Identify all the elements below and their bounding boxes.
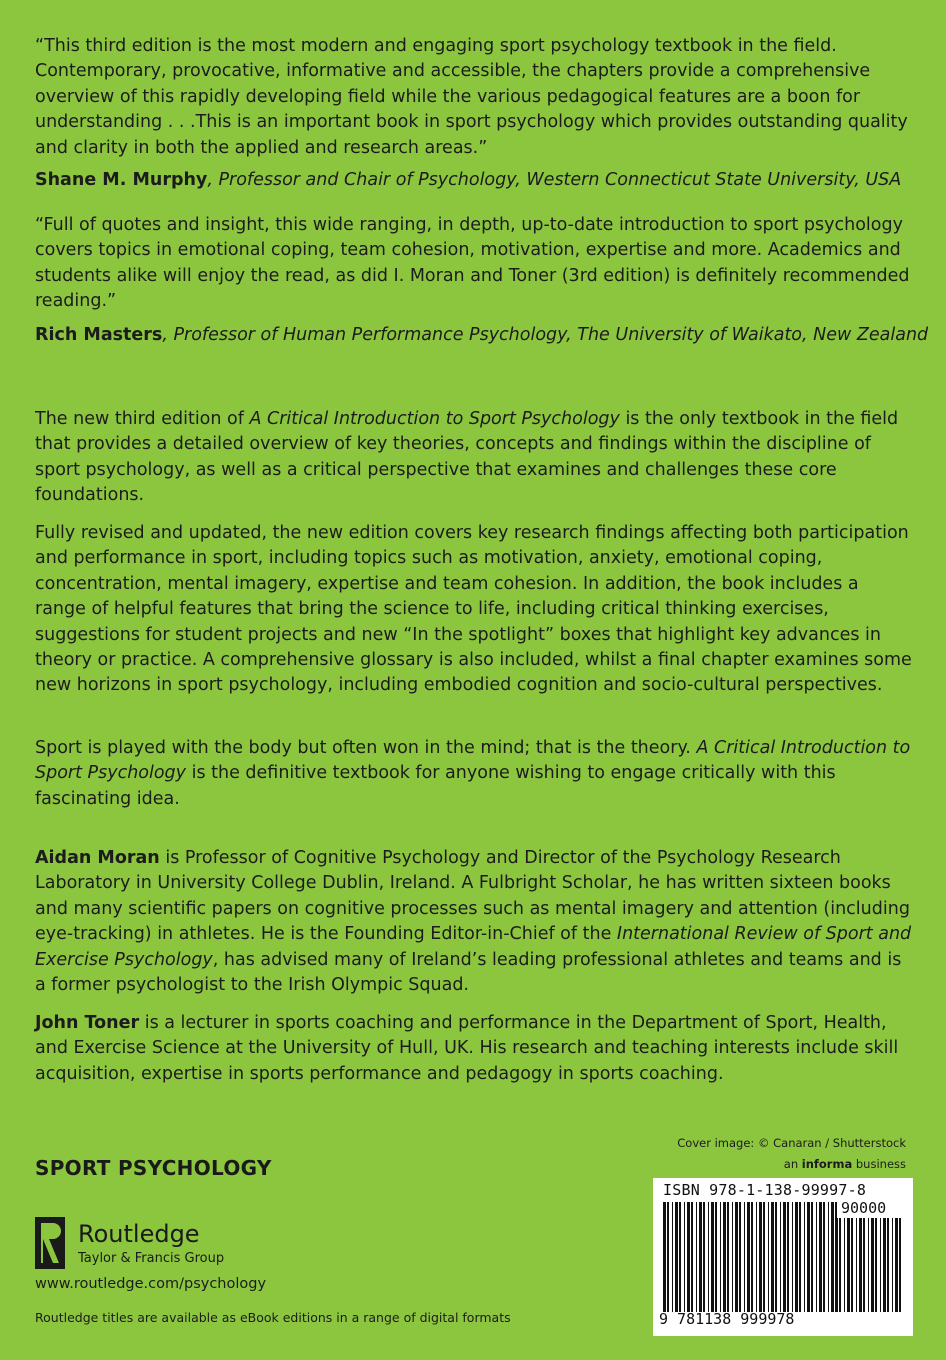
author-bio-text: is a lecturer in sports coaching and performance in the Department of Sport, Health, and Exercise Science at the University of Hull, UK. His research and teaching interests include skill acquisition, expertise in sports performance and pedagogy in sports coaching. [35, 1013, 899, 1084]
barcode-bar [679, 1202, 681, 1312]
informa-prefix: an [783, 1157, 802, 1171]
barcode-bar [799, 1202, 801, 1312]
barcode-bar [687, 1202, 690, 1312]
reviewer-name: Shane M. Murphy [35, 170, 208, 190]
informa-suffix: business [852, 1157, 906, 1171]
barcode-bar [771, 1202, 774, 1312]
barcode-bar [844, 1218, 845, 1312]
barcode-bar [715, 1202, 717, 1312]
barcode-bar [684, 1202, 685, 1312]
book-title: A Critical Introduction to Sport Psychology [35, 738, 911, 784]
author-name: Aidan Moran [35, 848, 160, 868]
description-text: Sport is played with the body but often won in the mind; that is the theory. [35, 738, 697, 758]
barcode-bar [887, 1218, 889, 1312]
journal-title: International Review of Sport and Exercise Psychology [35, 924, 912, 970]
barcode-bar [859, 1218, 862, 1312]
review-quote-2: “Full of quotes and insight, this wide ranging, in depth, up-to-date introduction to sport psychology covers topics in emotional coping, team cohesion, motivation, expertise and more. Academics and students alike will enjoy the read, as did I. Moran and Toner (3rd edition) is definitely recommended reading.” [35, 215, 910, 312]
barcode-bar [892, 1218, 893, 1312]
barcode-bar [735, 1202, 738, 1312]
review-attribution-2 [35, 323, 928, 347]
barcode-bar [819, 1202, 822, 1312]
barcode-bar [732, 1202, 733, 1312]
reviewer-name: Rich Masters [35, 325, 163, 345]
routledge-logo-icon [33, 1215, 67, 1271]
ebook-note: Routledge titles are available as eBook editions in a range of digital formats [35, 1310, 511, 1325]
barcode-bar [768, 1202, 769, 1312]
barcode-bar [739, 1202, 741, 1312]
barcode-bar [868, 1218, 869, 1312]
addon-barcode-bars-icon [833, 1218, 903, 1312]
barcode-bar [691, 1202, 693, 1312]
author-bio-text: is Professor of Cognitive Psychology and Director of the Psychology Research Laboratory in University College Dublin, Ireland. A Fulbright Scholar, he has written sixteen books and many scientific papers on cognitive processes such as mental imagery and attention (including eye-tracking) in athletes. He is the Founding Editor-in-Chief of the [35, 848, 910, 945]
description-paragraph-3 [35, 736, 915, 812]
barcode-bar [708, 1202, 709, 1312]
barcode-bar [787, 1202, 789, 1312]
barcode-bar [775, 1202, 777, 1312]
barcode-bar [723, 1202, 726, 1312]
barcode-bar [711, 1202, 714, 1312]
barcode-bar [792, 1202, 793, 1312]
description-text: is the definitive textbook for anyone wishing to engage critically with this fascinating idea. [35, 763, 836, 809]
barcode-bar [899, 1218, 901, 1312]
barcode-bar [675, 1202, 678, 1312]
barcode-bar [871, 1218, 874, 1312]
barcode-bar [835, 1218, 838, 1312]
barcode-bar [880, 1218, 881, 1312]
barcode-bar [699, 1202, 702, 1312]
barcode-bar [847, 1218, 850, 1312]
reviewer-affiliation: , Professor and Chair of Psychology, Western Connecticut State University, USA [207, 170, 902, 190]
barcode-bar [672, 1202, 673, 1312]
barcode-bar [839, 1218, 841, 1312]
barcode-bar [895, 1218, 898, 1312]
author-name: John Toner [35, 1013, 140, 1033]
reviewer-affiliation: , Professor of Human Performance Psychology, The University of Waikato, New Zealand [162, 325, 929, 345]
barcode-bar [727, 1202, 729, 1312]
barcode-bar [763, 1202, 765, 1312]
cover-image-credit: Cover image: © Canaran / Shutterstock [677, 1136, 906, 1150]
price-code: 90000 [841, 1199, 887, 1217]
barcode-digits: 9 781138 999978 [659, 1310, 795, 1328]
review-quote-1: “This third edition is the most modern and engaging sport psychology textbook in the field. Contemporary, provocative, informative and accessible, the chapters provide a comprehensive overview of this rapidly developing field while the various pedagogical features are a boon for understanding . . .This is an important book in sport psychology which provides outstanding quality and clarity in both the applied and research areas.” [35, 36, 908, 158]
barcode-bar [747, 1202, 750, 1312]
barcode-bar [807, 1202, 810, 1312]
publisher-website[interactable]: www.routledge.com/psychology [35, 1276, 267, 1292]
barcode-bar [875, 1218, 877, 1312]
barcode-bar [663, 1202, 666, 1312]
barcode-bar [795, 1202, 798, 1312]
author-bio-1 [35, 846, 915, 998]
description-text: is the only textbook in the field that provides a detailed overview of key theories, concepts and findings within the discipline of sport psychology, as well as a critical perspective that examines and challenges these core foundations. [35, 409, 899, 506]
description-paragraph-2: Fully revised and updated, the new edition covers key research findings affecting both participation and performance in sport, including topics such as motivation, anxiety, emotional coping, concentration, mental imagery, expertise and team cohesion. In addition, the book includes a range of helpful features that bring the science to life, including critical thinking exercises, suggestions for student projects and new “In the spotlight” boxes that highlight key advances in theory or practice. A comprehensive glossary is also included, whilst a final chapter examines some new horizons in sport psychology, including embodied cognition and socio-cultural perspectives. [35, 523, 912, 696]
book-title: A Critical Introduction to Sport Psychology [249, 409, 620, 429]
ean13-barcode-bars-icon [661, 1202, 841, 1312]
barcode-bar [720, 1202, 721, 1312]
barcode-bar [804, 1202, 805, 1312]
barcode-bar [780, 1202, 781, 1312]
description-paragraph-1 [35, 407, 915, 509]
barcode-bar [783, 1202, 786, 1312]
barcode-bar [744, 1202, 745, 1312]
review-attribution-1 [35, 168, 901, 192]
barcode-bar [667, 1202, 669, 1312]
publisher-name: Routledge [78, 1220, 200, 1248]
informa-brand: informa [801, 1157, 853, 1171]
subject-category: SPORT PSYCHOLOGY [35, 1156, 272, 1180]
barcode-bar [828, 1202, 829, 1312]
barcode-bar [759, 1202, 762, 1312]
isbn-barcode [653, 1178, 913, 1336]
isbn-number: ISBN 978-1-138-99997-8 [663, 1181, 867, 1199]
barcode-bar [883, 1218, 886, 1312]
publisher-group: Taylor & Francis Group [78, 1251, 225, 1266]
barcode-bar [696, 1202, 697, 1312]
barcode-bar [751, 1202, 753, 1312]
author-bio-text: , has advised many of Ireland’s leading professional athletes and teams and is a former psychologist to the Irish Olympic Squad. [35, 949, 902, 996]
barcode-bar [703, 1202, 705, 1312]
description-text: The new third edition of [35, 409, 250, 429]
barcode-bar [851, 1218, 853, 1312]
barcode-bar [823, 1202, 825, 1312]
barcode-bar [756, 1202, 757, 1312]
barcode-bar [856, 1218, 857, 1312]
informa-business-note [784, 1157, 906, 1171]
barcode-bar [816, 1202, 817, 1312]
barcode-bar [863, 1218, 865, 1312]
author-bio-2 [35, 1011, 915, 1087]
barcode-bar [811, 1202, 813, 1312]
